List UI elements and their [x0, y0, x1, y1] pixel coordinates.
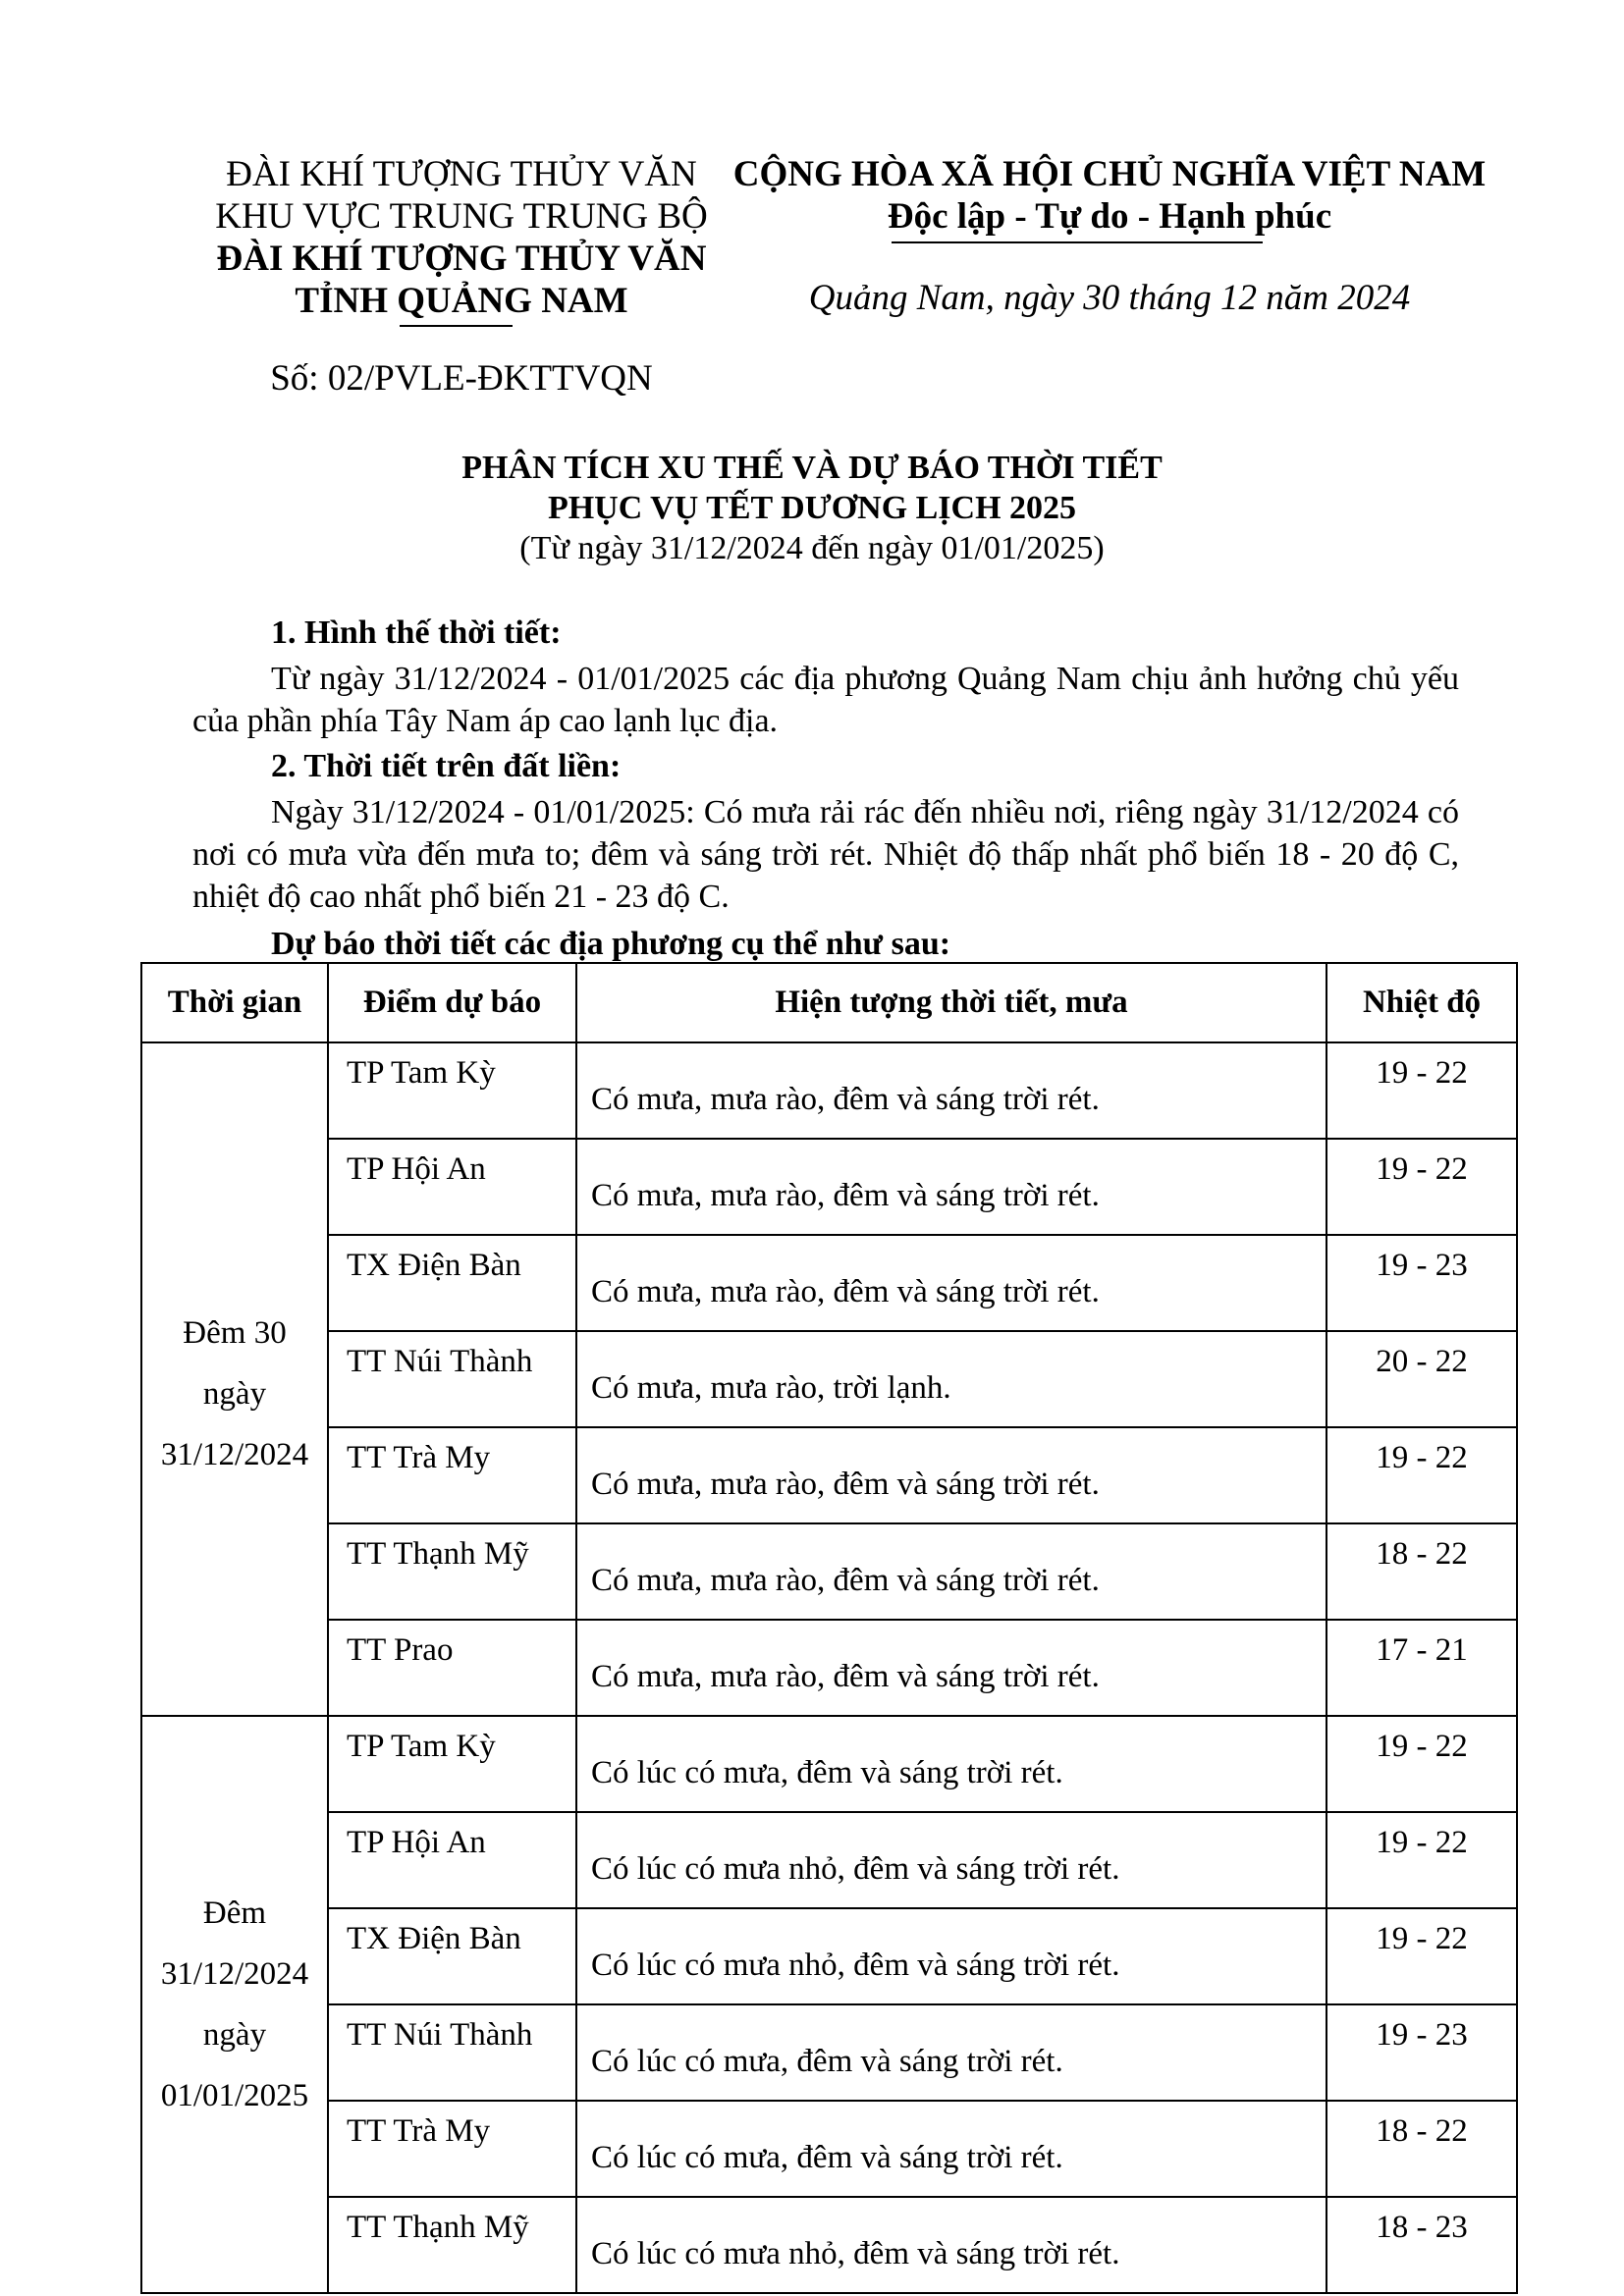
phenomenon-cell: Có mưa, mưa rào, đêm và sáng trời rét. — [576, 1427, 1326, 1523]
national-header — [727, 153, 1492, 238]
phenomenon-cell: Có lúc có mưa nhỏ, đêm và sáng trời rét. — [576, 2197, 1326, 2293]
national-motto-line-1: CỘNG HÒA XÃ HỘI CHỦ NGHĨA VIỆT NAM — [732, 154, 1487, 194]
time-line: ngày — [202, 2017, 267, 2053]
phenomenon-cell: Có mưa, mưa rào, đêm và sáng trời rét. — [576, 1042, 1326, 1139]
table-row — [141, 1427, 1517, 1523]
section-1-body: Từ ngày 31/12/2024 - 01/01/2025 các địa phương Quảng Nam chịu ảnh hưởng chủ yếu của phần phía Tây Nam áp cao lạnh lục địa. — [192, 661, 1459, 739]
agency-line-4: TỈNH QUẢNG NAM — [295, 281, 628, 321]
temperature-cell: 18 - 22 — [1326, 2101, 1517, 2197]
document-title-line-1: PHÂN TÍCH XU THẾ VÀ DỰ BÁO THỜI TIẾT — [461, 450, 1163, 486]
site-cell: TP Tam Kỳ — [328, 1042, 576, 1139]
temperature-cell: 17 - 21 — [1326, 1620, 1517, 1716]
temperature-cell: 18 - 23 — [1326, 2197, 1517, 2293]
section-1-heading: 1. Hình thế thời tiết: — [271, 614, 562, 651]
temperature-cell: 20 - 22 — [1326, 1331, 1517, 1427]
time-period-cell — [141, 1716, 328, 2293]
document-number: Số: 02/PVLE-ĐKTTVQN — [270, 358, 653, 399]
phenomenon-cell: Có lúc có mưa, đêm và sáng trời rét. — [576, 1716, 1326, 1812]
phenomenon-cell: Có lúc có mưa, đêm và sáng trời rét. — [576, 2004, 1326, 2101]
table-row — [141, 1620, 1517, 1716]
forecast-table — [140, 962, 1518, 2294]
site-cell: TT Trà My — [328, 1427, 576, 1523]
site-cell: TP Hội An — [328, 1812, 576, 1908]
table-row — [141, 1139, 1517, 1235]
national-motto-line-2: Độc lập - Tự do - Hạnh phúc — [887, 196, 1332, 237]
table-row — [141, 1042, 1517, 1139]
time-line: Đêm 30 — [183, 1315, 287, 1351]
phenomenon-cell: Có mưa, mưa rào, đêm và sáng trời rét. — [576, 1235, 1326, 1331]
site-cell: TP Hội An — [328, 1139, 576, 1235]
table-header-row — [141, 963, 1517, 1042]
site-cell: TT Prao — [328, 1620, 576, 1716]
header-time: Thời gian — [141, 963, 328, 1042]
temperature-cell: 19 - 22 — [1326, 1908, 1517, 2004]
document-date: Quảng Nam, ngày 30 tháng 12 năm 2024 — [808, 278, 1411, 318]
site-cell: TT Trà My — [328, 2101, 576, 2197]
agency-line-1: ĐÀI KHÍ TƯỢNG THỦY VĂN — [226, 154, 697, 194]
table-row — [141, 1716, 1517, 1812]
time-line: 01/01/2025 — [160, 2078, 309, 2113]
time-line: 31/12/2024 — [160, 1956, 309, 1992]
temperature-cell: 19 - 22 — [1326, 1139, 1517, 1235]
document-title-period: (Từ ngày 31/12/2024 đến ngày 01/01/2025) — [519, 530, 1105, 566]
site-cell: TT Núi Thành — [328, 2004, 576, 2101]
temperature-cell: 19 - 23 — [1326, 1235, 1517, 1331]
table-row — [141, 1523, 1517, 1620]
motto-underline — [892, 241, 1263, 243]
table-row — [141, 2101, 1517, 2197]
site-cell: TX Điện Bàn — [328, 1235, 576, 1331]
header-site: Điểm dự báo — [328, 963, 576, 1042]
table-row — [141, 1812, 1517, 1908]
time-line: ngày — [202, 1376, 267, 1412]
section-2-heading: 2. Thời tiết trên đất liền: — [271, 748, 622, 784]
site-cell: TX Điện Bàn — [328, 1908, 576, 2004]
phenomenon-cell: Có mưa, mưa rào, đêm và sáng trời rét. — [576, 1139, 1326, 1235]
phenomenon-cell: Có mưa, mưa rào, đêm và sáng trời rét. — [576, 1620, 1326, 1716]
phenomenon-cell: Có lúc có mưa nhỏ, đêm và sáng trời rét. — [576, 1908, 1326, 2004]
phenomenon-cell: Có lúc có mưa, đêm và sáng trời rét. — [576, 2101, 1326, 2197]
header-phenomenon: Hiện tượng thời tiết, mưa — [576, 963, 1326, 1042]
temperature-cell: 19 - 22 — [1326, 1427, 1517, 1523]
time-period-cell — [141, 1042, 328, 1716]
header-temperature: Nhiệt độ — [1326, 963, 1517, 1042]
agency-underline — [400, 325, 513, 327]
temperature-cell: 19 - 22 — [1326, 1812, 1517, 1908]
temperature-cell: 19 - 23 — [1326, 2004, 1517, 2101]
document-title-line-2: PHỤC VỤ TẾT DƯƠNG LỊCH 2025 — [547, 490, 1077, 526]
temperature-cell: 19 - 22 — [1326, 1716, 1517, 1812]
phenomenon-cell: Có mưa, mưa rào, trời lạnh. — [576, 1331, 1326, 1427]
temperature-cell: 19 - 22 — [1326, 1042, 1517, 1139]
phenomenon-cell: Có lúc có mưa nhỏ, đêm và sáng trời rét. — [576, 1812, 1326, 1908]
site-cell: TP Tam Kỳ — [328, 1716, 576, 1812]
site-cell: TT Núi Thành — [328, 1331, 576, 1427]
table-row — [141, 2197, 1517, 2293]
table-intro: Dự báo thời tiết các địa phương cụ thể như sau: — [271, 926, 951, 962]
section-2-body: Ngày 31/12/2024 - 01/01/2025: Có mưa rải rác đến nhiều nơi, riêng ngày 31/12/2024 có nơi có mưa vừa đến mưa to; đêm và sáng trời rét. Nhiệt độ thấp nhất phổ biến 18 - 20 độ C, nhiệt độ cao nhất phổ biến 21 - 23 độ C. — [192, 794, 1459, 915]
agency-line-3: ĐÀI KHÍ TƯỢNG THỦY VĂN — [216, 239, 707, 279]
agency-line-2: KHU VỰC TRUNG TRUNG BỘ — [215, 196, 708, 237]
table-row — [141, 1908, 1517, 2004]
site-cell: TT Thạnh Mỹ — [328, 2197, 576, 2293]
site-cell: TT Thạnh Mỹ — [328, 1523, 576, 1620]
table-row — [141, 2004, 1517, 2101]
time-line: 31/12/2024 — [160, 1437, 309, 1472]
phenomenon-cell: Có mưa, mưa rào, đêm và sáng trời rét. — [576, 1523, 1326, 1620]
table-row — [141, 1331, 1517, 1427]
time-line: Đêm — [202, 1896, 267, 1931]
agency-header — [157, 153, 766, 322]
table-row — [141, 1235, 1517, 1331]
temperature-cell: 18 - 22 — [1326, 1523, 1517, 1620]
